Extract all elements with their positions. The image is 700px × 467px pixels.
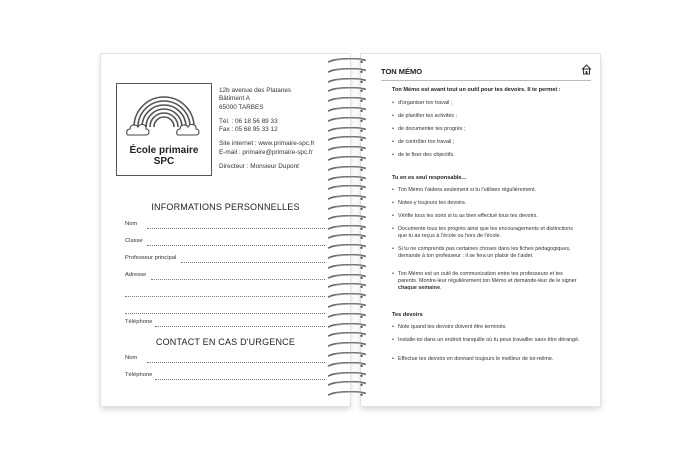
spiral-ring [323,234,371,240]
list-item: • de contrôler ton travail ; [392,139,455,145]
form-field-adresse[interactable] [125,272,325,282]
school-logo [116,83,212,176]
list-item: • Effectue tes devoirs en donnant toujours le meilleur de toi-même. [392,356,554,362]
homework-heading: Tes devoirs [392,312,423,318]
spiral-ring [323,342,371,348]
form-field-adresse-line3[interactable] [125,306,325,316]
responsible-heading: Tu en es seul responsable... [392,175,467,181]
bullet-icon: • [392,356,394,362]
left-page [101,54,350,406]
emergency-field-telephone[interactable] [125,372,325,382]
spiral-ring [323,274,371,280]
spiral-ring [323,244,371,250]
bullet-icon: • [392,100,394,106]
rainbow-icon [126,91,202,137]
spiral-ring [323,205,371,211]
list-item: • Documente tous tes progrès ainsi que les encouragements et distinctions que tu as reçus à l'école ou hors de l'école. [392,226,573,239]
spiral-ring [323,78,371,84]
spiral-ring [323,97,371,103]
bullet-icon: • [392,226,394,232]
spiral-ring [323,332,371,338]
cloud-left-icon [127,125,149,135]
spiral-ring [323,323,371,329]
bullet-icon: • [392,139,394,145]
director-line: Directeur : Monsieur Dupont [219,163,299,171]
address-line: 12b avenue des Platanes [219,87,292,94]
phone-line: Tél. : 06 18 56 89 33 [219,117,278,125]
field-label: Téléphone [125,372,153,378]
form-field-nom[interactable] [125,221,325,231]
page-title: TON MÉMO [381,67,423,76]
list-item: • Ton Mémo t'aidera seulement si tu l'utilises régulièrement. [392,187,537,193]
spiral-ring [323,68,371,74]
spiral-ring [323,225,371,231]
emphasis-text: chaque semaine [398,285,440,291]
spiral-ring [323,107,371,113]
spiral-ring [323,313,371,319]
field-label: Téléphone [125,319,153,325]
school-name: École primaire SPC [129,145,199,167]
home-icon[interactable] [581,64,592,75]
bullet-icon: • [392,200,394,206]
spiral-ring [323,352,371,358]
address-line: Bâtiment A [219,95,250,103]
bullet-icon: • [392,324,394,330]
address-line: 65000 TARBES [219,103,264,111]
bullet-icon: • [392,337,394,343]
spiral-ring [323,127,371,133]
spiral-binding [323,58,371,410]
spiral-ring [323,156,371,162]
list-item: • Vérifie tous les soirs si tu as bien effectué tous tes devoirs. [392,213,538,219]
spiral-ring [323,362,371,368]
spiral-ring [323,176,371,182]
form-field-adresse-line2[interactable] [125,289,325,299]
spiral-ring [323,381,371,387]
title-divider [381,80,591,81]
list-item: • de documenter tes progrès ; [392,126,466,132]
bullet-icon: • [392,213,394,219]
field-label: Nom [125,221,138,227]
list-item: • de planifier tes activités ; [392,113,458,119]
field-label: Professeur principal [125,255,177,261]
email-line: E-mail : primaire@primaire-spc.fr [219,148,313,156]
list-item: • d'organiser ton travail ; [392,100,453,106]
form-field-classe[interactable] [125,238,325,248]
spiral-ring [323,146,371,152]
list-item: • Notes-y toujours tes devoirs. [392,200,467,206]
intro-text: Ton Mémo est avant tout un outil pour tes devoirs. Il te permet : [392,87,561,93]
right-page [361,54,600,406]
spiral-ring [323,372,371,378]
bullet-icon: • [392,246,394,252]
list-item: • Si tu ne comprends pas certaines choses dans les fiches pédagogiques, demande à ton professeur : il se fera un plaisir de t'aider. [392,246,571,259]
bullet-icon: • [392,187,394,193]
field-label: Nom [125,355,138,361]
emergency-contact-title: CONTACT EN CAS D'URGENCE [155,337,296,347]
bullet-icon: • [392,271,394,277]
personal-info-title: INFORMATIONS PERSONNELLES [151,202,300,212]
spiral-ring [323,87,371,93]
spiral-ring [323,254,371,260]
cloud-right-icon [177,125,199,135]
spiral-ring [323,185,371,191]
bullet-icon: • [392,152,394,158]
bullet-icon: • [392,126,394,132]
list-item: • Ton Mémo est un outil de communication entre tes professeurs et tes parents. Montre-leur régulièrement ton Mémo et demande-leur de le signer chaque semaine. [392,271,577,291]
list-item: • Note quand tes devoirs doivent être terminés. [392,324,507,330]
spiral-ring [323,166,371,172]
field-label: Classe [125,238,143,244]
spiral-ring [323,58,371,64]
fax-line: Fax : 05 68 95 33 12 [219,126,278,134]
spiral-ring [323,195,371,201]
list-item: • Installe-toi dans un endroit tranquille où tu peux travailler sans être dérangé. [392,337,580,343]
field-label: Adresse [125,272,147,278]
form-field-telephone[interactable] [125,319,325,329]
spiral-ring [323,303,371,309]
spiral-ring [323,136,371,142]
spiral-ring [323,264,371,270]
spiral-ring [323,283,371,289]
form-field-professeur[interactable] [125,255,325,265]
list-item: • de te fixer des objectifs. [392,152,455,158]
spiral-ring [323,293,371,299]
bullet-icon: • [392,113,394,119]
spiral-ring [323,117,371,123]
spiral-ring [323,215,371,221]
spiral-ring [323,391,371,397]
emergency-field-nom[interactable] [125,355,325,365]
website-line: Site internet : www.primaire-spc.fr [219,140,315,148]
